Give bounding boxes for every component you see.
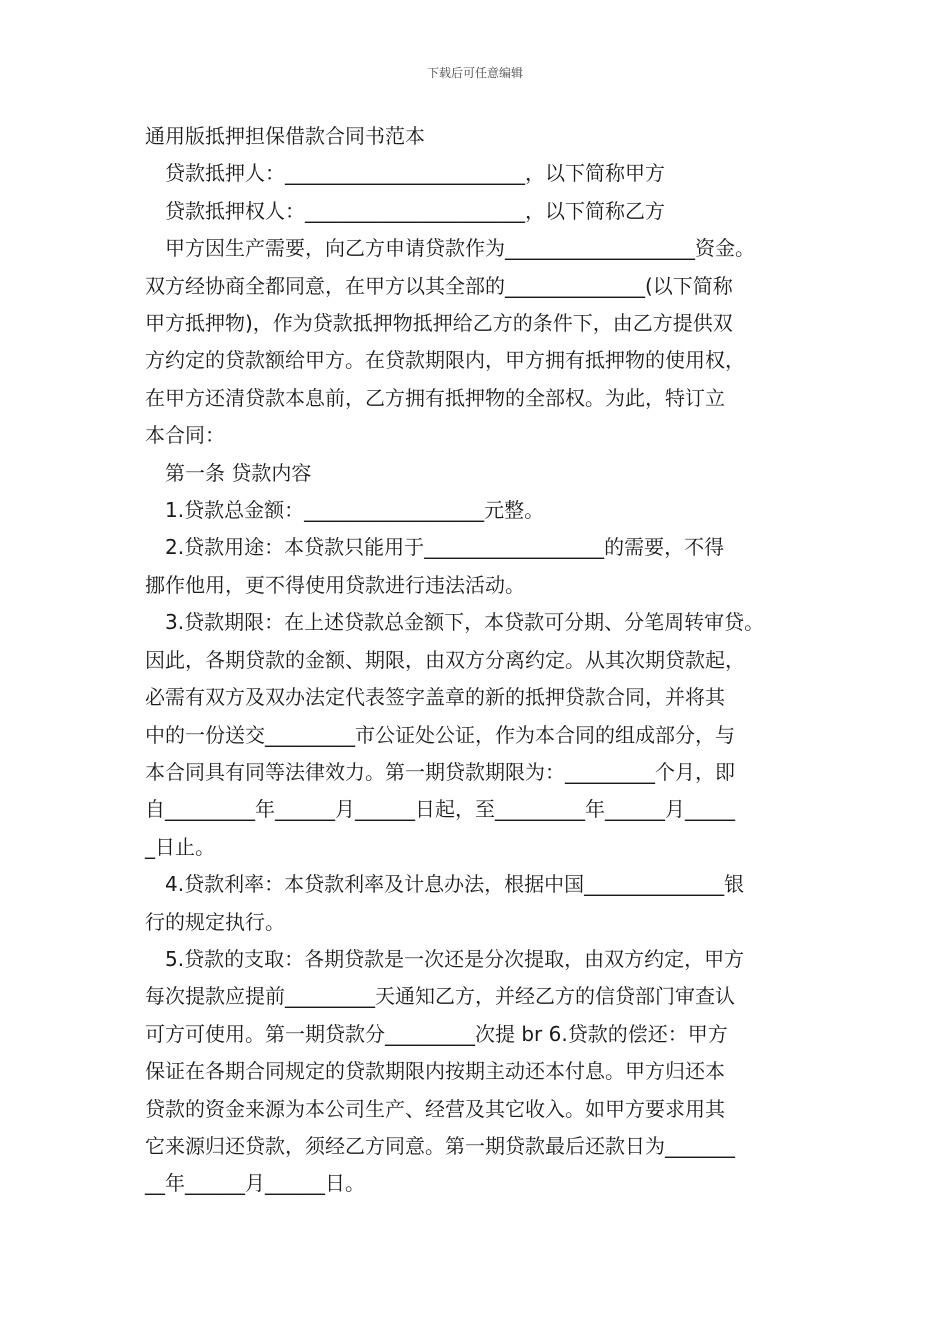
section-heading: 第一条 贷款内容: [145, 460, 312, 485]
text-line: 自_________年______月______日起，至_________年______月_____: [145, 797, 735, 822]
text-line: 3.贷款期限：在上述贷款总金额下，本贷款可分期、分笔周转审贷。: [145, 610, 765, 635]
text-line: 贷款抵押人：________________________，以下简称甲方: [145, 161, 665, 186]
text-line: 本合同：: [145, 423, 225, 448]
text-line: 每次提款应提前_________天通知乙方，并经乙方的信贷部门审查认: [145, 984, 735, 1009]
text-line: 可方可使用。第一期贷款分_________次提 br 6.贷款的偿还：甲方: [145, 1021, 728, 1046]
text-line: 1.贷款总金额：__________________元整。: [145, 498, 545, 523]
text-line: 4.贷款利率：本贷款利率及计息办法，根据中国______________银: [145, 872, 745, 897]
text-line: 本合同具有同等法律效力。第一期贷款期限为：_________个月，即: [145, 759, 735, 784]
text-line: 必需有双方及双办法定代表签字盖章的新的抵押贷款合同，并将其: [145, 685, 725, 710]
text-line: 行的规定执行。: [145, 909, 285, 934]
text-line: 贷款抵押权人：______________________，以下简称乙方: [145, 198, 665, 223]
text-line: 甲方因生产需要，向乙方申请贷款作为___________________资金。: [145, 236, 755, 261]
text-line: 挪作他用，更不得使用贷款进行违法活动。: [145, 572, 525, 597]
text-line: 5.贷款的支取：各期贷款是一次还是分次提取，由双方约定，甲方: [145, 946, 745, 971]
text-line: 在甲方还清贷款本息前，乙方拥有抵押物的全部权。为此，特订立: [145, 385, 725, 410]
text-line: 贷款的资金来源为本公司生产、经营及其它收入。如甲方要求用其: [145, 1096, 725, 1121]
header-note: 下载后可任意编辑: [426, 66, 523, 80]
text-line: __年______月______日。: [145, 1171, 365, 1196]
text-line: 甲方抵押物)，作为贷款抵押物抵押给乙方的条件下，由乙方提供双: [145, 311, 733, 336]
text-line: 方约定的贷款额给甲方。在贷款期限内，甲方拥有抵押物的使用权，: [145, 348, 745, 373]
text-line: 保证在各期合同规定的贷款期限内按期主动还本付息。甲方归还本: [145, 1059, 725, 1084]
document-body: [145, 118, 810, 1203]
text-line: 2.贷款用途：本贷款只能用于__________________的需要，不得: [145, 535, 725, 560]
text-line: 双方经协商全都同意，在甲方以其全部的______________(以下简称: [145, 273, 733, 298]
text-line: 中的一份送交_________市公证处公证，作为本合同的组成部分，与: [145, 722, 735, 747]
text-line: _日止。: [145, 834, 215, 859]
document-title: 通用版抵押担保借款合同书范本: [145, 124, 425, 148]
text-line: 它来源归还贷款，须经乙方同意。第一期贷款最后还款日为_______: [145, 1133, 735, 1158]
text-line: 因此，各期贷款的金额、期限，由双方分离约定。从其次期贷款起，: [145, 647, 745, 672]
